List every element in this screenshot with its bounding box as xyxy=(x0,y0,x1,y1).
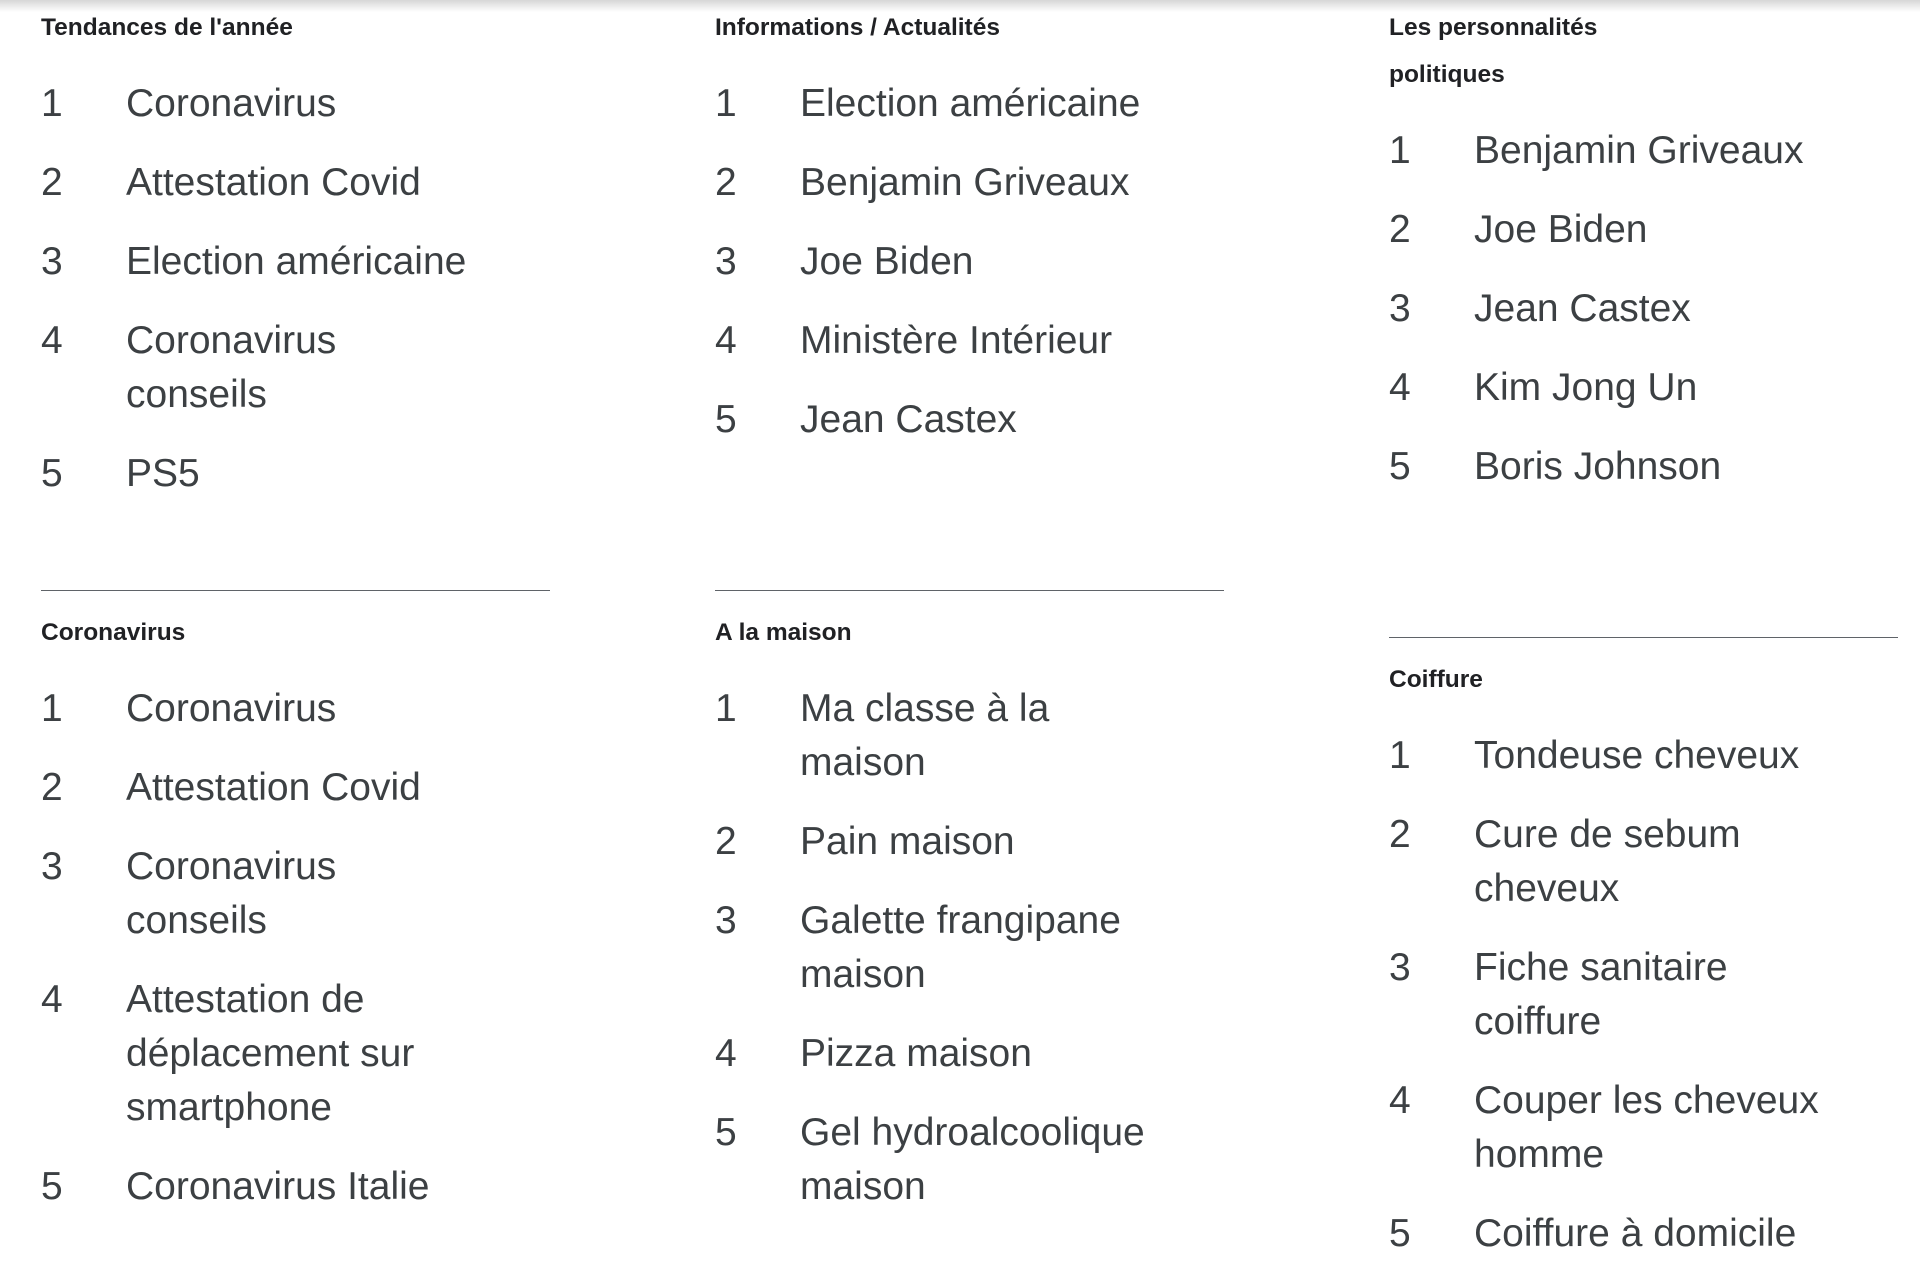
section-coronavirus xyxy=(41,590,550,1239)
rank-item[interactable] xyxy=(1389,124,1909,178)
rank-list xyxy=(1389,124,1909,494)
rank-label: Jean Castex xyxy=(1474,287,1691,330)
section-title: Tendances de l'année xyxy=(41,14,293,41)
rank-label: Coronavirus conseils xyxy=(126,845,337,942)
rank-label: Tondeuse cheveux xyxy=(1474,734,1800,777)
rank-label: Kim Jong Un xyxy=(1474,366,1698,409)
rank-list xyxy=(715,77,1235,447)
rank-label: Coronavirus conseils xyxy=(126,319,337,416)
rank-item[interactable] xyxy=(1389,440,1909,494)
section-title: Informations / Actualités xyxy=(715,14,1000,41)
rank-label: Galette frangipane maison xyxy=(800,899,1121,996)
rank-number: 3 xyxy=(715,899,737,942)
rank-label: Ministère Intérieur xyxy=(800,319,1113,362)
rank-number: 2 xyxy=(715,820,737,863)
rank-number: 3 xyxy=(715,240,737,283)
rank-item[interactable] xyxy=(1389,941,1898,1049)
rank-item[interactable] xyxy=(715,235,1235,289)
rank-number: 5 xyxy=(41,452,63,495)
rank-item[interactable] xyxy=(41,156,561,210)
rank-item[interactable] xyxy=(715,77,1235,131)
section-coiffure xyxy=(1389,637,1898,1261)
rank-item[interactable] xyxy=(715,156,1235,210)
rank-number: 5 xyxy=(715,1111,737,1154)
section-title: Les personnalités politiques xyxy=(1389,14,1598,88)
rank-label: Gel hydroalcoolique maison xyxy=(800,1111,1145,1208)
rank-item[interactable] xyxy=(1389,282,1909,336)
rank-label: Election américaine xyxy=(800,82,1141,125)
rank-label: Attestation Covid xyxy=(126,161,421,204)
rank-number: 4 xyxy=(1389,1079,1411,1122)
rank-label: Cure de sebum cheveux xyxy=(1474,813,1741,910)
rank-item[interactable] xyxy=(41,77,561,131)
rank-item[interactable] xyxy=(41,682,550,736)
rank-list xyxy=(715,682,1224,1214)
rank-item[interactable] xyxy=(1389,1207,1898,1261)
rank-item[interactable] xyxy=(715,314,1235,368)
rank-label: Pizza maison xyxy=(800,1032,1032,1075)
rank-label: Fiche sanitaire coiffure xyxy=(1474,946,1728,1043)
rank-item[interactable] xyxy=(715,894,1224,1002)
rank-number: 2 xyxy=(1389,208,1411,251)
rank-label: Jean Castex xyxy=(800,398,1017,441)
rank-label: Benjamin Griveaux xyxy=(1474,129,1804,172)
rank-number: 2 xyxy=(1389,813,1411,856)
rank-number: 1 xyxy=(1389,129,1411,172)
rank-number: 1 xyxy=(715,82,737,125)
rank-item[interactable] xyxy=(41,973,550,1135)
rank-number: 5 xyxy=(41,1165,63,1208)
rank-number: 1 xyxy=(41,82,63,125)
rank-item[interactable] xyxy=(1389,1074,1898,1182)
rank-number: 5 xyxy=(1389,445,1411,488)
rank-number: 2 xyxy=(41,766,63,809)
rank-item[interactable] xyxy=(715,1106,1224,1214)
rank-number: 1 xyxy=(715,687,737,730)
rank-item[interactable] xyxy=(41,447,561,501)
rank-number: 5 xyxy=(715,398,737,441)
section-title: A la maison xyxy=(715,619,852,646)
rank-label: Pain maison xyxy=(800,820,1015,863)
rank-label: Coiffure à domicile xyxy=(1474,1212,1797,1255)
rank-number: 4 xyxy=(41,978,63,1021)
section-title: Coronavirus xyxy=(41,619,186,646)
rank-label: Boris Johnson xyxy=(1474,445,1722,488)
rank-number: 4 xyxy=(1389,366,1411,409)
section-title: Coiffure xyxy=(1389,666,1483,693)
section-tendances-annee xyxy=(41,4,561,526)
rank-item[interactable] xyxy=(1389,361,1909,415)
rank-number: 1 xyxy=(1389,734,1411,777)
section-informations-actualites xyxy=(715,4,1235,472)
rank-list xyxy=(41,682,550,1214)
rank-number: 3 xyxy=(41,845,63,888)
rank-list xyxy=(41,77,561,501)
rank-label: Joe Biden xyxy=(1474,208,1648,251)
section-a-la-maison xyxy=(715,590,1224,1239)
section-personnalites-politiques xyxy=(1389,4,1909,519)
rank-label: Coronavirus xyxy=(126,82,337,125)
rank-item[interactable] xyxy=(1389,729,1898,783)
rank-item[interactable] xyxy=(715,393,1235,447)
rank-item[interactable] xyxy=(1389,203,1909,257)
rank-item[interactable] xyxy=(41,1160,550,1214)
rank-label: Coronavirus xyxy=(126,687,337,730)
rank-number: 2 xyxy=(41,161,63,204)
rank-item[interactable] xyxy=(715,1027,1224,1081)
rank-number: 4 xyxy=(41,319,63,362)
rank-label: Couper les cheveux homme xyxy=(1474,1079,1819,1176)
rank-item[interactable] xyxy=(715,815,1224,869)
rank-list xyxy=(1389,729,1898,1261)
rank-label: Attestation de déplacement sur smartphone xyxy=(126,978,415,1129)
rank-label: Election américaine xyxy=(126,240,467,283)
rank-number: 1 xyxy=(41,687,63,730)
rank-item[interactable] xyxy=(41,761,550,815)
rank-label: Ma classe à la maison xyxy=(800,687,1050,784)
rank-number: 4 xyxy=(715,319,737,362)
rank-number: 3 xyxy=(41,240,63,283)
rank-item[interactable] xyxy=(1389,808,1898,916)
rank-number: 4 xyxy=(715,1032,737,1075)
rank-number: 3 xyxy=(1389,287,1411,330)
rank-item[interactable] xyxy=(41,840,550,948)
rank-label: Joe Biden xyxy=(800,240,974,283)
rank-item[interactable] xyxy=(41,314,561,422)
rank-number: 2 xyxy=(715,161,737,204)
rank-label: Attestation Covid xyxy=(126,766,421,809)
rank-label: Benjamin Griveaux xyxy=(800,161,1130,204)
rank-number: 3 xyxy=(1389,946,1411,989)
rank-item[interactable] xyxy=(41,235,561,289)
rank-number: 5 xyxy=(1389,1212,1411,1255)
rank-item[interactable] xyxy=(715,682,1224,790)
rank-label: PS5 xyxy=(126,452,200,495)
rank-label: Coronavirus Italie xyxy=(126,1165,430,1208)
